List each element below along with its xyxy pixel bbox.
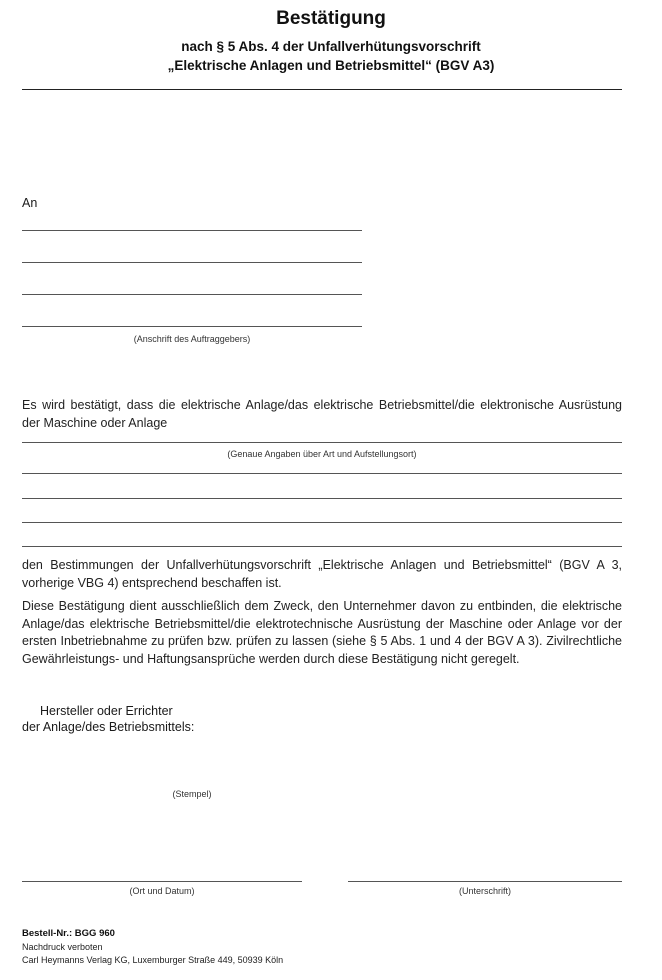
reprint-notice: Nachdruck verboten (22, 942, 103, 952)
publisher-address: Carl Heymanns Verlag KG, Luxemburger Straße 449, 50939 Köln (22, 955, 284, 965)
order-number: Bestell-Nr.: BGG 960 (22, 928, 115, 939)
details-line-1[interactable] (22, 442, 622, 443)
details-caption: (Genaue Angaben über Art und Aufstellungsort) (227, 449, 417, 459)
purpose-paragraph: Diese Bestätigung dient ausschließlich dem Zweck, den Unternehmer davon zu entbinden, die elektrische Anlage/das elektrische Betriebsmittel/die elektrotechnische Ausrüstung der Maschine oder Anlage vor der ersten Inbetriebnahme zu prüfen bzw. prüfen zu lassen (siehe § 5 Abs. 1 und 4 der BGV A 3). Zivilrechtliche Gewährleistungs- und Haftungsansprüche werden durch diese Bestätigung nicht geregelt. (22, 599, 622, 666)
place-date-caption: (Ort und Datum) (129, 886, 195, 896)
address-line-4[interactable] (22, 326, 362, 327)
address-line-2[interactable] (22, 262, 362, 263)
address-line-3[interactable] (22, 294, 362, 295)
signature-caption: (Unterschrift) (458, 886, 511, 896)
details-line-4[interactable] (22, 522, 622, 523)
address-caption: (Anschrift des Auftraggebers) (133, 334, 251, 344)
maker-label-line2: der Anlage/des Betriebsmittels: (22, 720, 195, 734)
signature-line[interactable] (348, 881, 622, 882)
compliance-paragraph: den Bestimmungen der Unfallverhütungsvorschrift „Elektrische Anlagen und Betriebsmittel“ (BGV A 3, vorherige VBG 4) entsprechend beschaffen ist. (22, 558, 622, 590)
place-date-line[interactable] (22, 881, 302, 882)
document-subtitle-line1: nach § 5 Abs. 4 der Unfallverhütungsvorschrift (181, 39, 481, 54)
address-line-1[interactable] (22, 230, 362, 231)
stamp-caption: (Stempel) (172, 789, 212, 799)
address-to-label: An (22, 196, 38, 210)
details-line-2[interactable] (22, 473, 622, 474)
confirmation-intro: Es wird bestätigt, dass die elektrische Anlage/das elektrische Betriebsmittel/die elektronische Ausrüstung der Maschine oder Anlage (22, 398, 622, 430)
document-title: Bestätigung (276, 8, 386, 29)
maker-label-line1: Hersteller oder Errichter (40, 704, 173, 718)
document-subtitle-line2: „Elektrische Anlagen und Betriebsmittel“ (BGV A3) (167, 58, 495, 73)
details-line-3[interactable] (22, 498, 622, 499)
header-divider (22, 89, 622, 90)
details-line-5[interactable] (22, 546, 622, 547)
